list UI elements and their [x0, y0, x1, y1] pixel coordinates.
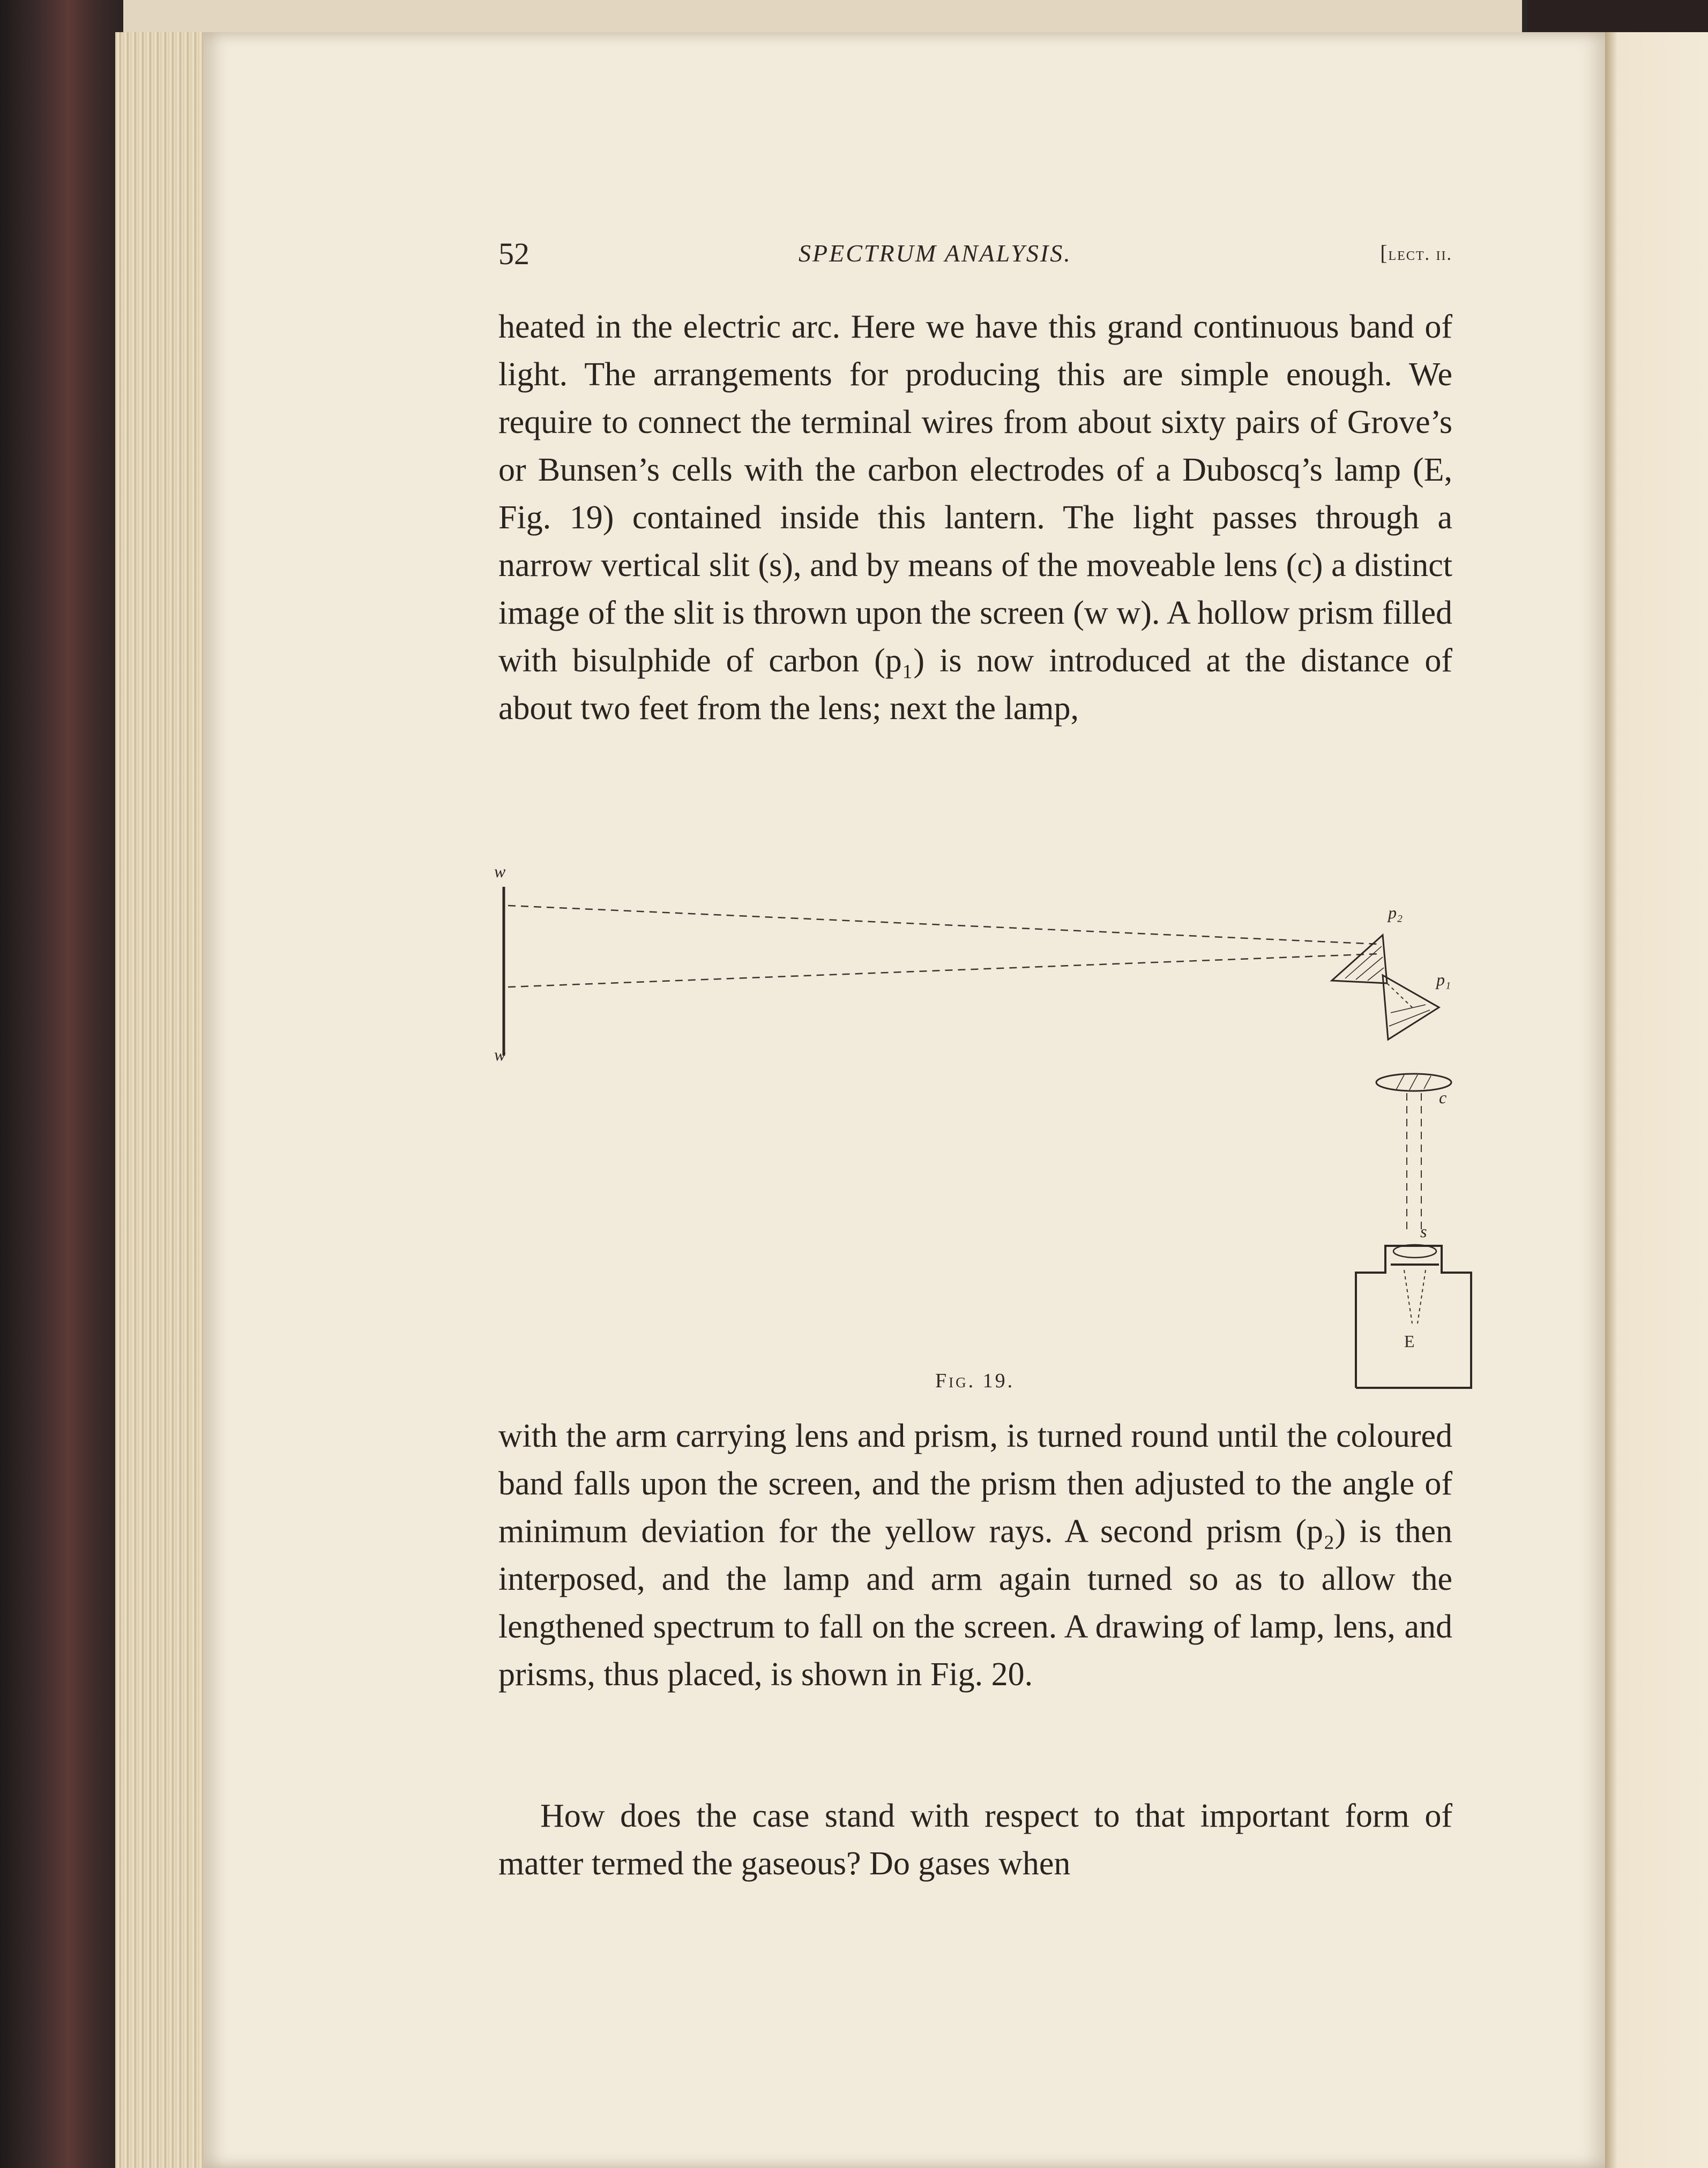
book-spine [0, 0, 123, 2168]
lens-c-hatch [1396, 1075, 1404, 1090]
label-w-bottom: w [494, 1045, 506, 1064]
prism-p1-hatch [1391, 1005, 1426, 1013]
prism-p1-hatch [1389, 1010, 1430, 1026]
prism-p2-hatch [1368, 968, 1384, 981]
lens-c-hatch [1409, 1075, 1418, 1090]
section-label: lect. ii. [1388, 244, 1452, 264]
page-edges [115, 32, 206, 2168]
label-w-top: w [494, 862, 506, 881]
lamp-ray-left [1404, 1270, 1412, 1324]
book-cover-top-edge [80, 0, 1522, 35]
section-bracket: [ [1380, 241, 1389, 265]
figure-19 [494, 852, 1474, 1399]
page-number: 52 [498, 236, 529, 271]
label-p1: p₁ [1436, 970, 1451, 989]
paragraph-3: How does the case stand with respect to that important form of matter termed the gaseous? Do gases when [498, 1798, 1452, 1882]
label-p2: p₂ [1388, 903, 1403, 922]
paragraph-2: with the arm carrying lens and prism, is turned round until the coloured band falls upon the screen, and the prism then adjusted to the angle of minimum deviation for the yellow rays. A second prism (p₂) is then interposed, and the lamp and arm again turned so as to allow the lengthened spectrum to fall on the screen. A drawing of lamp, lens, and prisms, thus placed, is shown in Fig. 20. [498, 1418, 1452, 1693]
prism-p1 [1383, 975, 1439, 1040]
paragraph-1: heated in the electric arc. Here we have this grand continuous band of light. The arrangements for producing this are simple enough. We require to connect the terminal wires from about sixty pairs of Grove’s or Bunsen’s cells with the carbon electrodes of a Duboscq’s lamp (E, Fig. 19) contained inside this lantern. The light passes through a narrow vertical slit (s), and by means of the moveable lens (c) a distinct image of the slit is thrown upon the screen (w w). A hollow prism filled with bisulphide of carbon (p₁) is now introduced at the distance of about two feet from the lens; next the lamp, [498, 309, 1452, 727]
apparatus-diagram [498, 852, 1474, 1399]
lamp-housing [1356, 1246, 1471, 1388]
lamp-ray-right [1418, 1270, 1426, 1324]
ray-upper [508, 906, 1380, 944]
prism-p2 [1332, 935, 1387, 983]
label-s: s [1420, 1222, 1427, 1241]
lens-c-hatch [1424, 1076, 1431, 1089]
running-header [498, 236, 1452, 279]
prism-p2-hatch [1356, 957, 1383, 980]
label-e: E [1404, 1332, 1415, 1351]
label-c: c [1439, 1088, 1447, 1107]
running-title: SPECTRUM ANALYSIS. [799, 240, 1072, 267]
ray-prisms [1387, 983, 1412, 1007]
facing-page [1605, 32, 1708, 2168]
section-reference [1380, 240, 1452, 265]
figure-caption: Fig. 19. [935, 1370, 1015, 1392]
ray-lower [508, 954, 1380, 987]
